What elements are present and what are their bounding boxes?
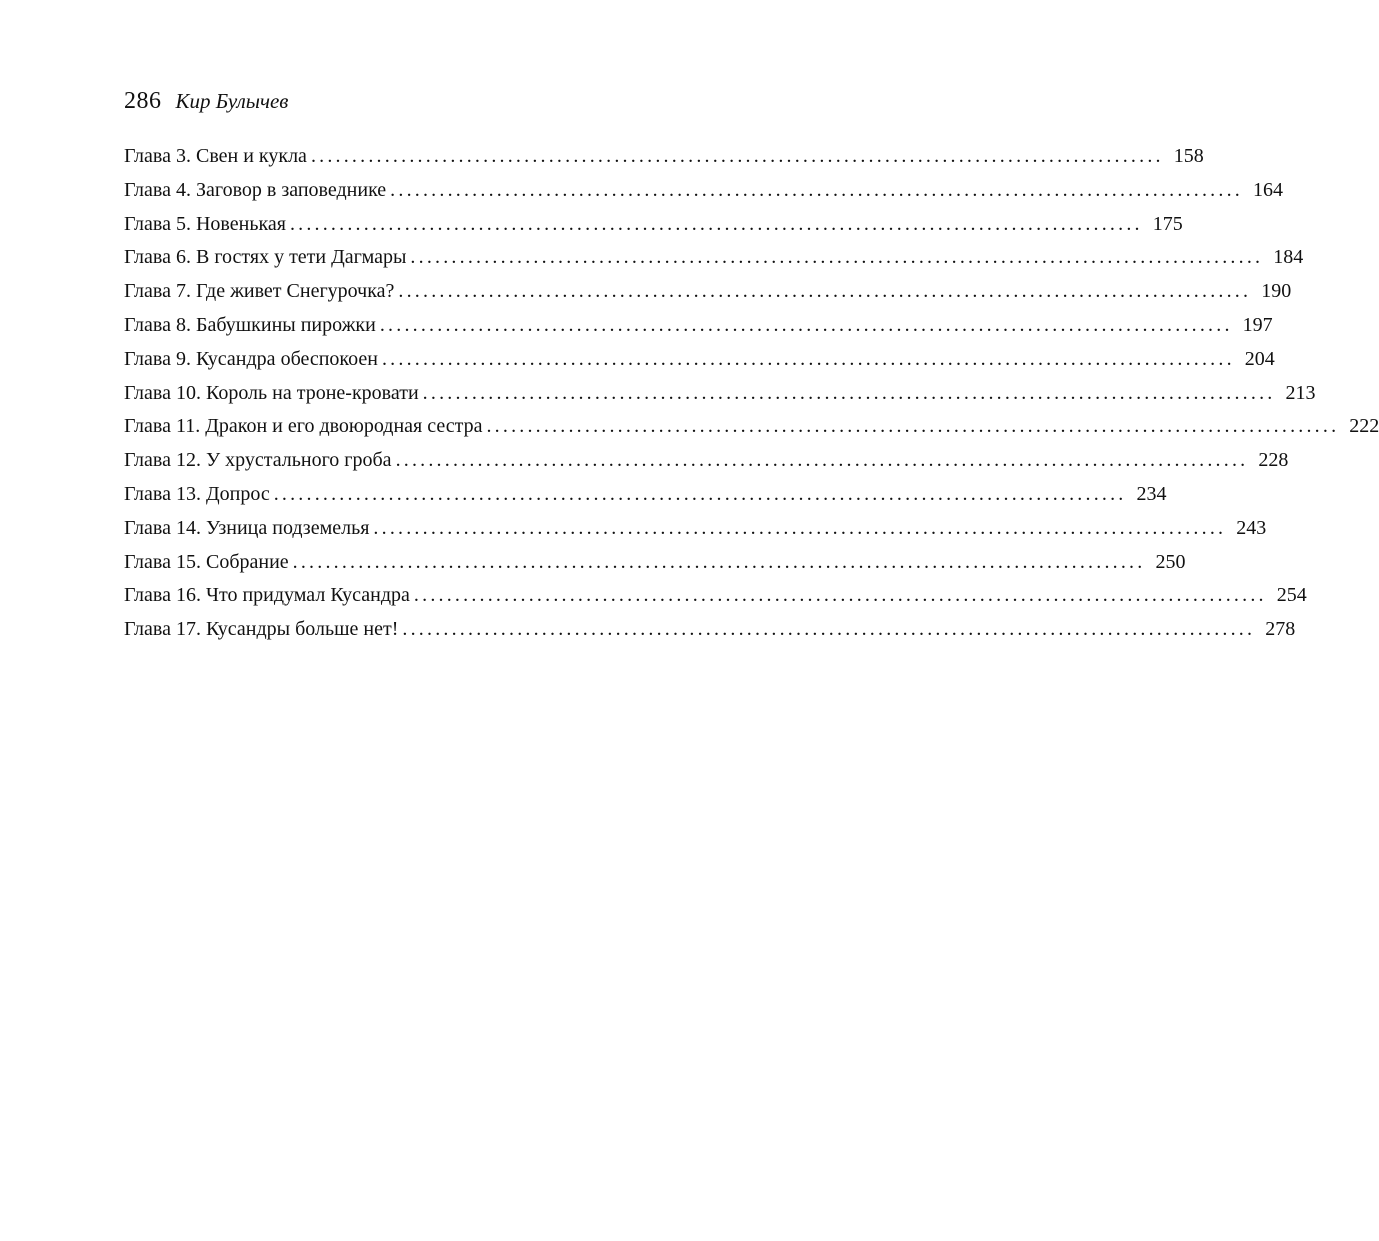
toc-entry <box>124 377 1316 411</box>
dot-leader: ........................................................................................................ <box>413 584 1267 607</box>
toc-entry-title: Глава 12. У хрустального гроба <box>124 449 392 472</box>
toc-entry <box>124 275 1292 309</box>
toc-entry-page: 204 <box>1244 347 1275 370</box>
dot-leader: ........................................................................................................ <box>310 145 1164 167</box>
dot-leader: ........................................................................................................ <box>486 415 1340 438</box>
toc-entry-page: 213 <box>1285 381 1316 404</box>
dot-leader: ........................................................................................................ <box>398 280 1252 303</box>
toc-entry-title: Глава 16. Что придумал Кусандра <box>124 584 410 607</box>
toc-entry-page: 184 <box>1273 246 1304 269</box>
toc-entry <box>124 410 1379 444</box>
dot-leader: ........................................................................................................ <box>292 550 1146 573</box>
table-of-contents <box>124 140 1379 647</box>
toc-entry-page: 254 <box>1276 584 1307 607</box>
toc-entry-page: 197 <box>1242 313 1273 336</box>
toc-entry-title: Глава 8. Бабушкины пирожки <box>124 313 376 336</box>
toc-entry-page: 164 <box>1252 178 1283 201</box>
toc-entry-title: Глава 15. Собрание <box>124 550 289 573</box>
running-header <box>124 88 288 115</box>
toc-entry-title: Глава 3. Свен и кукла <box>124 145 307 167</box>
toc-entry <box>124 613 1296 647</box>
toc-entry-page: 222 <box>1349 415 1379 438</box>
toc-entry <box>124 140 1204 174</box>
toc-entry <box>124 546 1186 580</box>
toc-entry-title: Глава 9. Кусандра обеспокоен <box>124 347 378 370</box>
toc-entry-page: 190 <box>1261 280 1292 303</box>
toc-entry-title: Глава 11. Дракон и его двоюродная сестра <box>124 415 483 438</box>
toc-entry-title: Глава 6. В гостях у тети Дагмары <box>124 246 407 269</box>
toc-entry-title: Глава 10. Король на троне-кровати <box>124 381 419 404</box>
dot-leader: ........................................................................................................ <box>410 246 1264 269</box>
toc-entry <box>124 343 1275 377</box>
toc-entry <box>124 309 1273 343</box>
toc-entry <box>124 241 1304 275</box>
dot-leader: ........................................................................................................ <box>422 381 1276 404</box>
toc-entry <box>124 512 1267 546</box>
dot-leader: ........................................................................................................ <box>402 618 1256 641</box>
toc-entry-title: Глава 14. Узница подземелья <box>124 516 370 539</box>
toc-entry <box>124 478 1167 512</box>
toc-entry-title: Глава 4. Заговор в заповеднике <box>124 178 387 201</box>
toc-entry-title: Глава 17. Кусандры больше нет! <box>124 618 399 641</box>
toc-entry <box>124 174 1283 208</box>
running-header-author: Кир Булычев <box>175 89 289 113</box>
dot-leader: ........................................................................................................ <box>395 449 1249 472</box>
toc-entry-page: 228 <box>1258 449 1289 472</box>
toc-entry-page: 250 <box>1155 550 1186 573</box>
dot-leader: ........................................................................................................ <box>381 347 1235 370</box>
toc-entry-title: Глава 5. Новенькая <box>124 212 286 235</box>
page-number: 286 <box>124 88 162 114</box>
dot-leader: ........................................................................................................ <box>373 516 1227 539</box>
dot-leader: ........................................................................................................ <box>289 212 1143 235</box>
toc-entry-page: 158 <box>1173 145 1204 167</box>
dot-leader: ........................................................................................................ <box>273 482 1127 505</box>
dot-leader: ........................................................................................................ <box>379 313 1233 336</box>
toc-entry <box>124 444 1289 478</box>
toc-entry-title: Глава 7. Где живет Снегурочка? <box>124 280 395 303</box>
toc-entry-page: 243 <box>1236 516 1267 539</box>
toc-entry <box>124 208 1183 242</box>
dot-leader: ........................................................................................................ <box>390 178 1243 201</box>
toc-entry-page: 278 <box>1265 618 1296 641</box>
toc-entry-page: 175 <box>1152 212 1183 235</box>
toc-entry-page: 234 <box>1136 482 1167 505</box>
toc-entry-title: Глава 13. Допрос <box>124 482 270 505</box>
toc-entry <box>124 579 1307 613</box>
